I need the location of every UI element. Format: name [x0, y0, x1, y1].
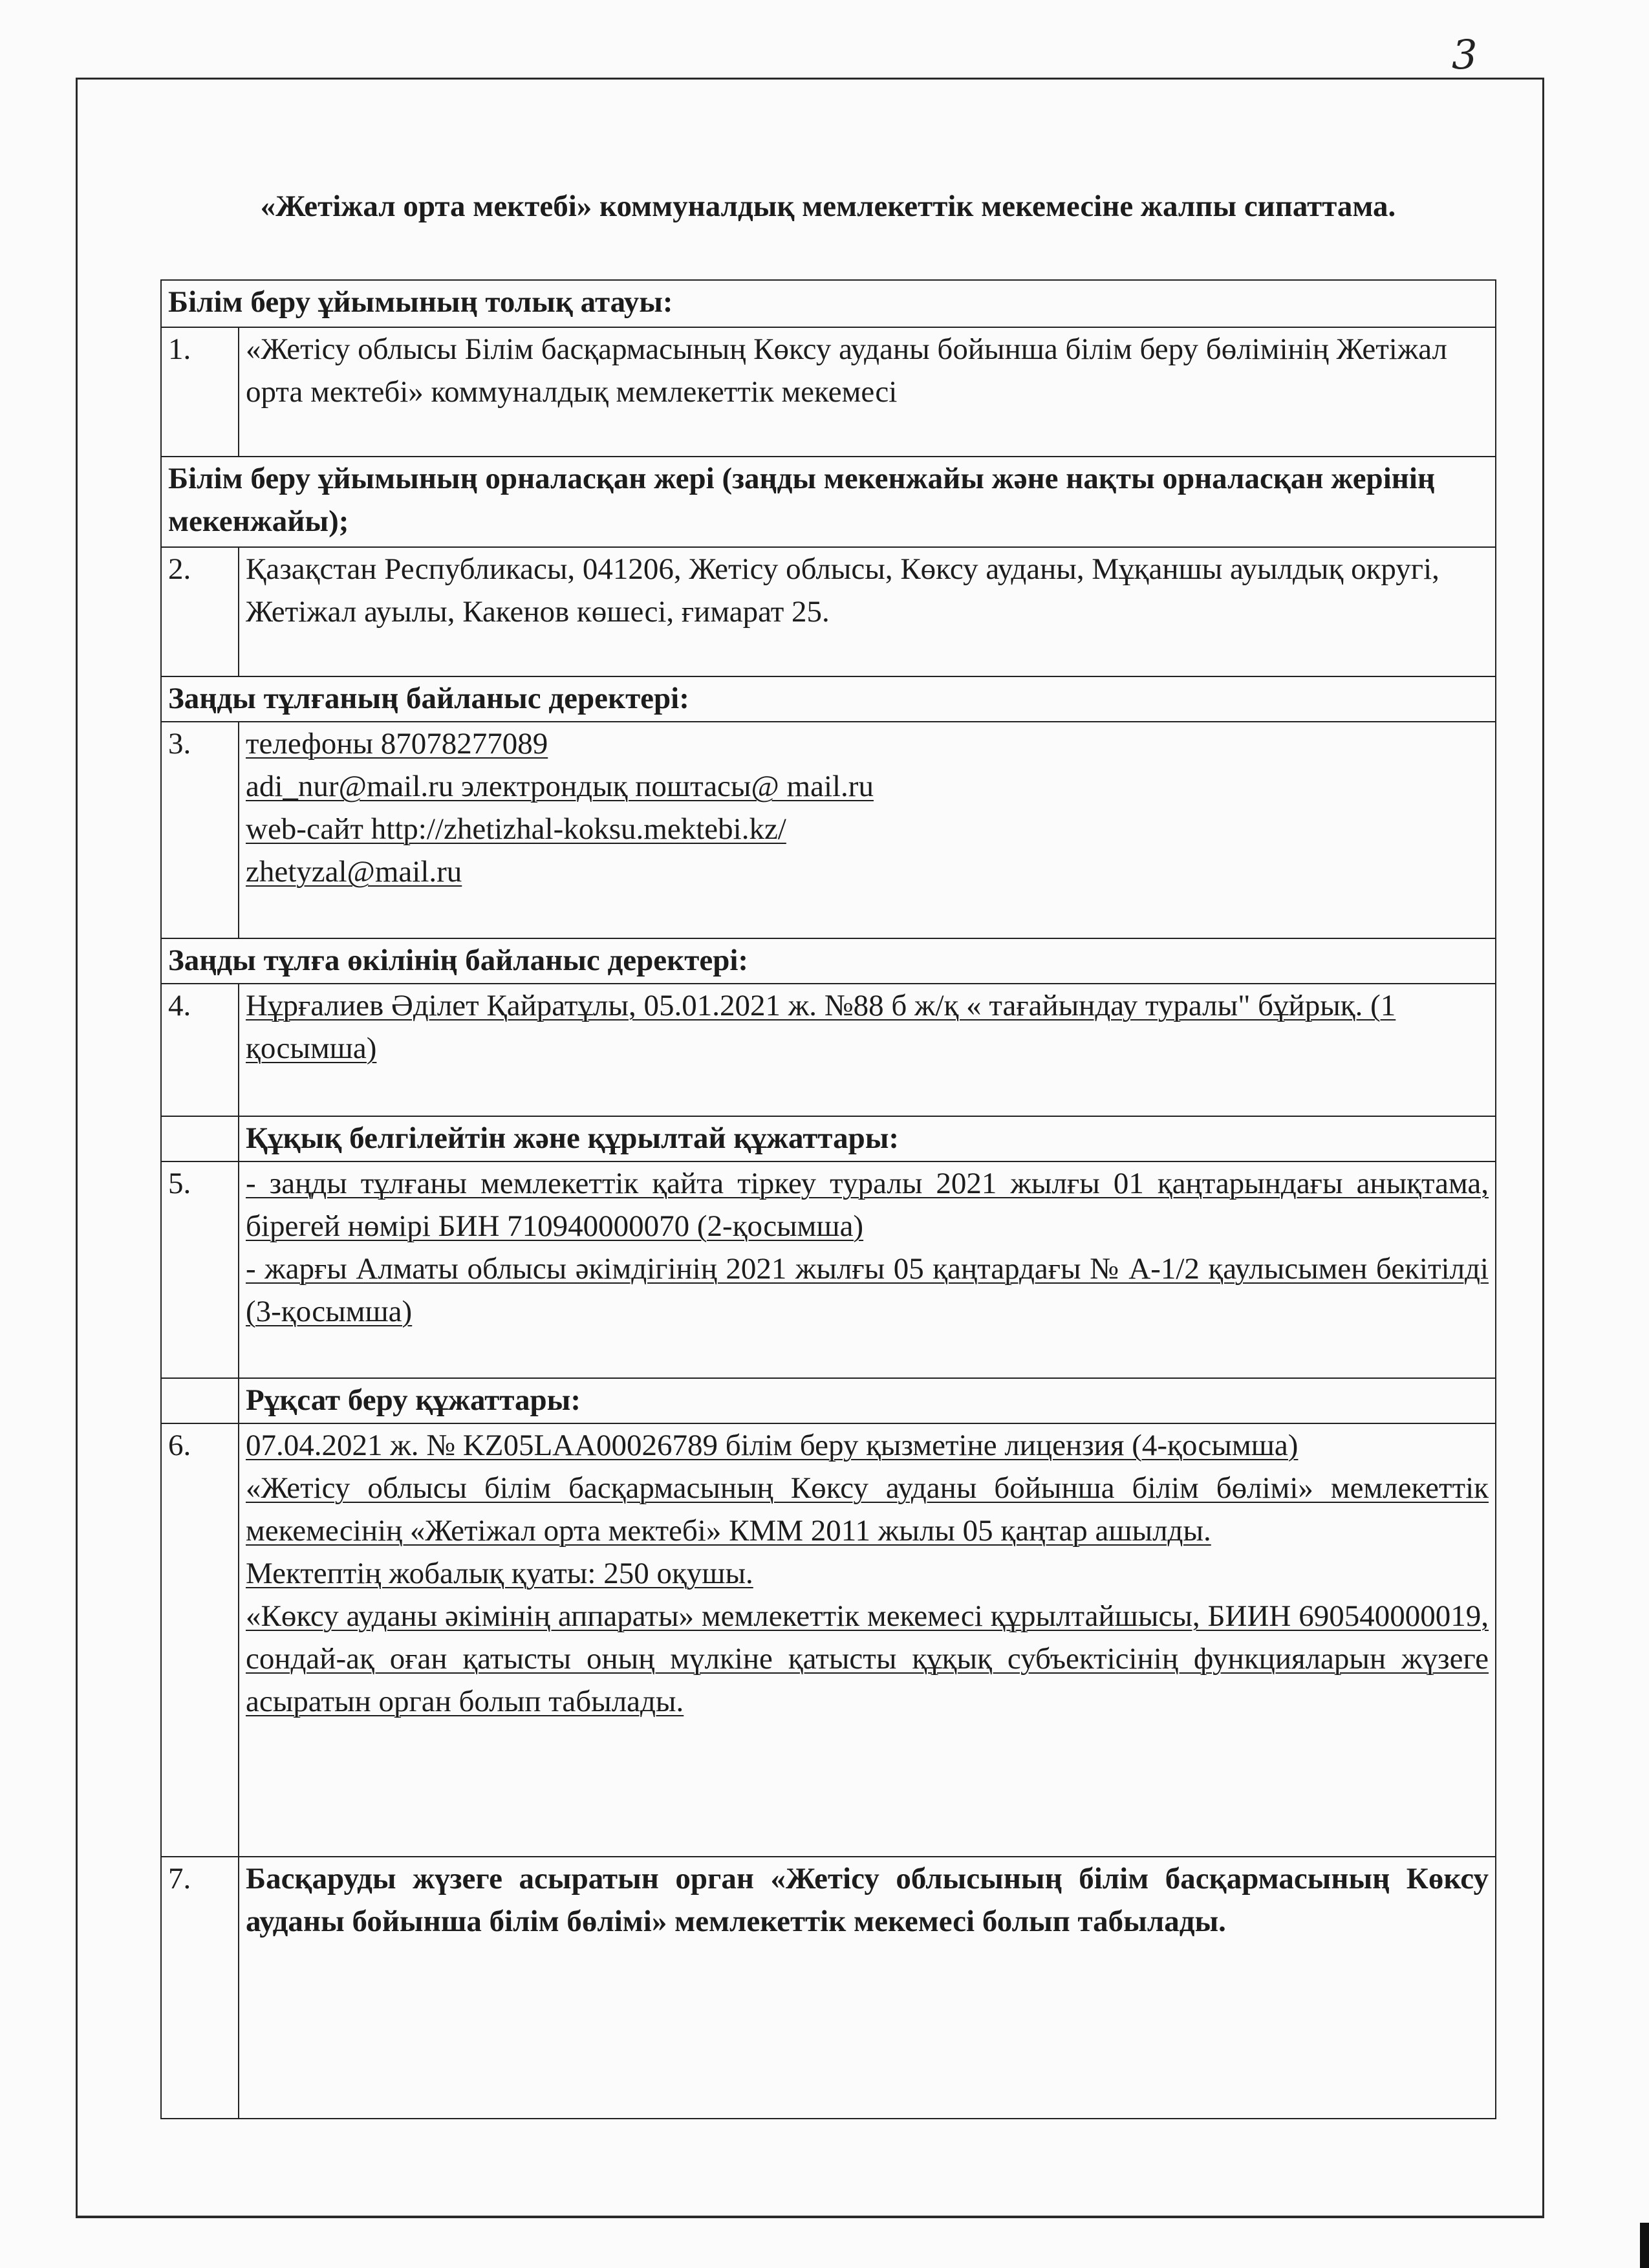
governing-body-text: Басқаруды жүзеге асыратын орган «Жетісу облысының білім басқармасының Көксу ауданы бойынша білім бөлімі» мемлекеттік мекемесі болып табылады.	[246, 1862, 1489, 1938]
table-row	[161, 984, 1496, 1116]
registration-certificate-text: - заңды тұлғаны мемлекеттік қайта тіркеу туралы 2021 жылғы 01 қаңтарындағы анықтама, бірегей нөмірі БИН 710940000070 (2-қосымша)	[246, 1167, 1489, 1243]
section-heading-full-name: Білім беру ұйымының толық атауы:	[161, 280, 1496, 327]
row-number: 6.	[161, 1423, 239, 1857]
table-row	[161, 327, 1496, 457]
full-name-text: «Жетісу облысы Білім басқармасының Көксу ауданы бойынша білім беру бөлімінің Жетіжал орта мектебі» коммуналдық мемлекеттік мекемесі	[246, 332, 1448, 409]
phone-text: телефоны 87078277089	[246, 727, 548, 761]
row-content-representative	[239, 984, 1496, 1116]
row-content-governing-body	[239, 1857, 1496, 2119]
email-link[interactable]: adi_nur@mail.ru электрондық поштасы@ mail.ru	[246, 770, 874, 803]
row-content-full-name	[239, 327, 1496, 457]
handwritten-page-number: 3	[1452, 31, 1478, 78]
website-link[interactable]: web-сайт http://zhetizhal-koksu.mektebi.kz/	[246, 812, 786, 846]
empty-number-cell	[161, 1116, 239, 1161]
section-heading-row	[161, 676, 1496, 722]
table-row	[161, 547, 1496, 676]
row-content-address	[239, 547, 1496, 676]
representative-text: Нұрғалиев Әділет Қайратұлы, 05.01.2021 ж. №88 б ж/қ « тағайындау туралы" бұйрық. (1 қосымша)	[246, 989, 1396, 1065]
row-content-founding-docs	[239, 1161, 1496, 1378]
row-number: 4.	[161, 984, 239, 1116]
document-title: «Жетіжал орта мектебі» коммуналдық мемлекеттік мекемесіне жалпы сипаттама.	[260, 189, 1396, 223]
row-number: 7.	[161, 1857, 239, 2119]
capacity-text: Мектептің жобалық қуаты: 250 оқушы.	[246, 1557, 753, 1590]
charter-text: - жарғы Алматы облысы әкімдігінің 2021 жылғы 05 қаңтардағы № А-1/2 қаулысымен бекітілді (3-қосымша)	[246, 1252, 1489, 1328]
scan-edge-shadow	[1640, 2223, 1649, 2268]
section-heading-row	[161, 457, 1496, 547]
school-info-table	[160, 279, 1496, 2119]
section-heading-row	[161, 938, 1496, 984]
section-heading-row	[161, 1116, 1496, 1161]
table-row	[161, 1857, 1496, 2119]
section-heading-legal-contacts: Заңды тұлғаның байланыс деректері:	[161, 676, 1496, 722]
section-heading-location: Білім беру ұйымының орналасқан жері (заңды мекенжайы және нақты орналасқан жерінің мекенжайы);	[161, 457, 1496, 547]
table-row	[161, 722, 1496, 938]
section-heading-row	[161, 1378, 1496, 1423]
section-heading-row	[161, 280, 1496, 327]
section-heading-permits: Рұқсат беру құжаттары:	[239, 1378, 1496, 1423]
section-heading-founding-docs: Құқық белгілейтін және құрылтай құжаттары:	[239, 1116, 1496, 1161]
school-email-link[interactable]: zhetyzal@mail.ru	[246, 855, 462, 889]
empty-number-cell	[161, 1378, 239, 1423]
opening-text: «Жетісу облысы білім басқармасының Көксу ауданы бойынша білім бөлімі» мемлекеттік мекемесінің «Жетіжал орта мектебі» КММ 2011 жылы 05 қаңтар ашылды.	[246, 1471, 1489, 1548]
founder-text: «Көксу ауданы әкімінің аппараты» мемлекеттік мекемесі құрылтайшысы, БИИН 690540000019, сондай-ақ оған қатысты оның мүлкіне қатысты құқық субъектісінің функцияларын жүзеге асыратын орган болып табылады.	[246, 1599, 1489, 1718]
table-row	[161, 1161, 1496, 1378]
license-text: 07.04.2021 ж. № KZ05LAA00026789 білім беру қызметіне лицензия (4-қосымша)	[246, 1429, 1299, 1462]
row-content-permits	[239, 1423, 1496, 1857]
row-number: 1.	[161, 327, 239, 457]
row-number: 3.	[161, 722, 239, 938]
table-row	[161, 1423, 1496, 1857]
row-number: 2.	[161, 547, 239, 676]
section-heading-representative-contacts: Заңды тұлға өкілінің байланыс деректері:	[161, 938, 1496, 984]
address-text: Қазақстан Республикасы, 041206, Жетісу облысы, Көксу ауданы, Мұқаншы ауылдық округі, Жетіжал ауылы, Какенов көшесі, ғимарат 25.	[246, 552, 1439, 629]
row-number: 5.	[161, 1161, 239, 1378]
row-content-contacts	[239, 722, 1496, 938]
